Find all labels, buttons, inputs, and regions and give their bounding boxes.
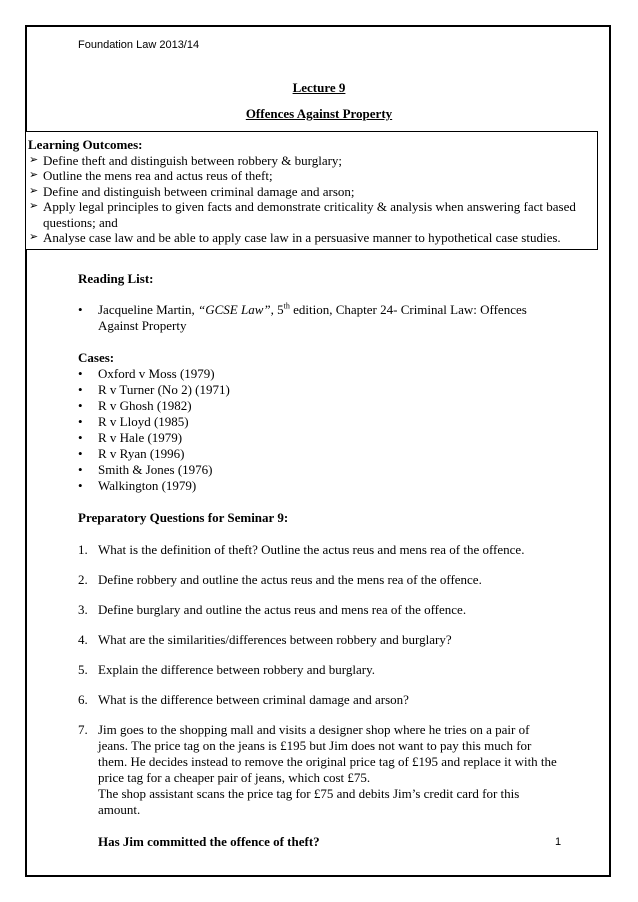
- outcome-item: [28, 184, 597, 200]
- bullet-icon: •: [78, 446, 83, 461]
- reading-list-heading: Reading List:: [78, 271, 154, 286]
- learning-outcomes-box: [25, 131, 598, 250]
- case-item: [78, 446, 558, 462]
- page-number: 1: [555, 836, 562, 848]
- page-header: Foundation Law 2013/14: [78, 39, 200, 51]
- question-item-7: [78, 722, 558, 850]
- main-content: [78, 271, 558, 864]
- question-text: What is the definition of theft? Outline the actus reus and mens rea of the offence.: [98, 542, 525, 557]
- book-edition: 5: [273, 302, 284, 317]
- outcome-item: [28, 153, 597, 169]
- bullet-icon: •: [78, 382, 83, 397]
- case-name: R v Ghosh (1982): [98, 398, 192, 413]
- question-number: 4.: [78, 632, 88, 647]
- question-item: [78, 692, 558, 708]
- arrow-bullet-icon: ➢: [29, 200, 39, 212]
- book-title: “GCSE Law”,: [198, 302, 274, 317]
- scenario-paragraph: Jim goes to the shopping mall and visits a designer shop where he tries on a pair of jeans. The price tag on the jeans is £195 but Jim does not want to pay this much for them. He decides instead to remove the original price tag of £195 and replace it with the price tag for a cheaper pair of jeans, which cost £75.: [98, 722, 557, 785]
- outcome-text: Define and distinguish between criminal damage and arson;: [43, 183, 355, 199]
- question-item: [78, 542, 558, 558]
- citation-separator: ,: [191, 302, 198, 317]
- case-item: [78, 366, 558, 382]
- case-name: Smith & Jones (1976): [98, 462, 213, 477]
- question-text: Explain the difference between robbery and burglary.: [98, 662, 375, 677]
- arrow-bullet-icon: ➢: [29, 153, 39, 166]
- case-item: [78, 398, 558, 414]
- scenario-paragraph: The shop assistant scans the price tag for £75 and debits Jim’s credit card for this amount.: [98, 786, 520, 817]
- arrow-bullet-icon: ➢: [29, 169, 39, 181]
- case-item: [78, 478, 558, 494]
- question-item: [78, 632, 558, 648]
- case-name: R v Hale (1979): [98, 430, 183, 445]
- bullet-icon: •: [78, 366, 83, 381]
- question-item: [78, 662, 558, 678]
- bullet-icon: •: [78, 478, 83, 493]
- cases-heading: Cases:: [78, 350, 115, 365]
- question-number: 3.: [78, 602, 88, 617]
- case-name: R v Ryan (1996): [98, 446, 185, 461]
- scenario-question: Has Jim committed the offence of theft?: [98, 834, 320, 849]
- case-name: R v Lloyd (1985): [98, 414, 189, 429]
- outcome-item: [28, 199, 597, 230]
- question-number: 2.: [78, 572, 88, 587]
- outcome-text: Apply legal principles to given facts and demonstrate criticality & analysis when answering fact based questions; and: [43, 199, 576, 230]
- question-text: What is the difference between criminal damage and arson?: [98, 692, 409, 707]
- arrow-bullet-icon: ➢: [29, 184, 39, 197]
- lecture-title: Lecture 9: [292, 80, 346, 95]
- case-name: Oxford v Moss (1979): [98, 366, 215, 381]
- question-number: 1.: [78, 542, 88, 557]
- case-item: [78, 382, 558, 398]
- learning-outcomes-heading: Learning Outcomes:: [28, 137, 143, 152]
- book-chapter: edition, Chapter 24- Criminal Law: Offences Against Property: [98, 302, 527, 333]
- bullet-icon: •: [78, 430, 83, 445]
- outcome-text: Outline the mens rea and actus reus of theft;: [43, 168, 273, 183]
- outcome-text: Analyse case law and be able to apply case law in a persuasive manner to hypothetical case studies.: [43, 230, 561, 245]
- bullet-icon: •: [78, 462, 83, 477]
- question-text: [98, 722, 558, 850]
- book-author: Jacqueline Martin: [98, 302, 192, 317]
- question-text: Define robbery and outline the actus reus and the mens rea of the offence.: [98, 572, 482, 587]
- bullet-icon: •: [78, 302, 83, 317]
- question-text: Define burglary and outline the actus reus and mens rea of the offence.: [98, 602, 467, 617]
- question-text: What are the similarities/differences between robbery and burglary?: [98, 632, 452, 647]
- bullet-icon: •: [78, 414, 83, 429]
- case-item: [78, 414, 558, 430]
- questions-heading: Preparatory Questions for Seminar 9:: [78, 510, 289, 525]
- question-item: [78, 602, 558, 618]
- question-number: 5.: [78, 662, 88, 677]
- case-item: [78, 462, 558, 478]
- case-item: [78, 430, 558, 446]
- reading-list-item: [78, 302, 558, 334]
- reading-citation: [98, 302, 558, 334]
- bullet-icon: •: [78, 398, 83, 413]
- question-item: [78, 572, 558, 588]
- question-number: 6.: [78, 692, 88, 707]
- lecture-topic: Offences Against Property: [245, 106, 393, 121]
- case-name: R v Turner (No 2) (1971): [98, 382, 230, 397]
- outcome-item: [28, 168, 597, 184]
- outcome-item: [28, 230, 597, 246]
- outcome-text: Define theft and distinguish between robbery & burglary;: [43, 152, 343, 168]
- arrow-bullet-icon: ➢: [29, 231, 39, 243]
- case-name: Walkington (1979): [98, 478, 197, 493]
- edition-suffix: th: [283, 301, 290, 311]
- question-number: 7.: [78, 722, 88, 737]
